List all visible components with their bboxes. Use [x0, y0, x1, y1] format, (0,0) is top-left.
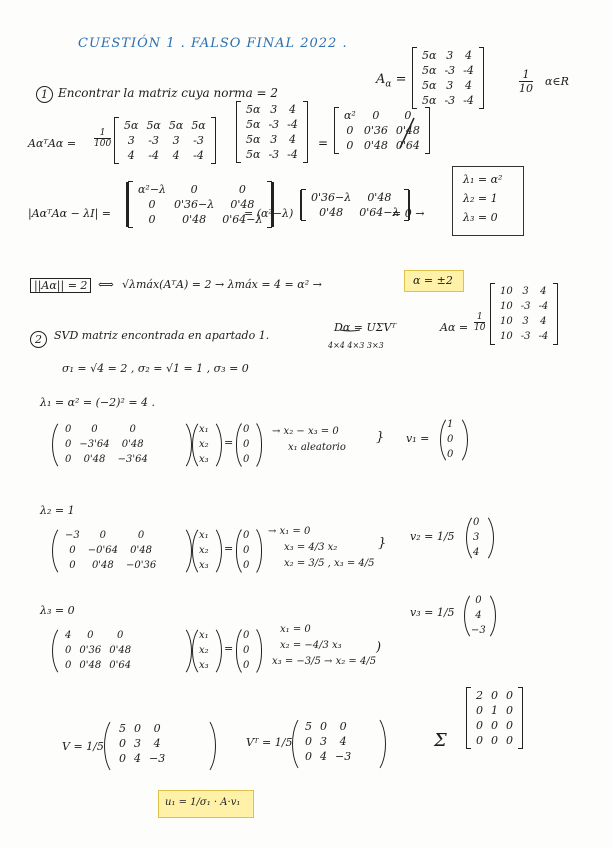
- v3-vector-cell: 0: [475, 595, 482, 606]
- lambda2-heading: λ₂ = 1: [40, 504, 75, 517]
- Sigma-matrix-cell: 0: [506, 704, 513, 717]
- lambda1-matrix-cell: 0'48: [121, 439, 144, 450]
- lambda1-matrix-cell: 0'48: [83, 454, 106, 465]
- lambda1-matrix-cell: 0: [65, 454, 72, 465]
- svd-matrix-A-cell: -3: [520, 301, 531, 312]
- lambda3-zero-vector-cell: 0: [243, 630, 250, 641]
- lambda3-matrix-cell: 0: [116, 630, 124, 641]
- v1-label: v₁ =: [406, 432, 430, 445]
- lambda2-brace: }: [378, 536, 387, 551]
- svd-matrix-A-cell: -4: [538, 331, 549, 342]
- Sigma-label: Σ: [434, 730, 447, 751]
- matrix-At-cell: -4: [193, 149, 204, 162]
- lambda2-zero-vector-cell: 0: [243, 530, 250, 541]
- matrix-A-label: $A_\alpha$ =: [376, 72, 407, 90]
- v2-vector-cell: 3: [473, 532, 480, 543]
- matrix-A-factor: 1 10: [519, 68, 533, 95]
- Sigma-matrix-cell: 0: [476, 704, 483, 717]
- alpha-result: α = ±2: [413, 274, 453, 287]
- matrix-At-cell: 4: [172, 149, 180, 162]
- Vt-matrix-cell: 0: [320, 720, 327, 733]
- matrix-A-cell: -3: [444, 64, 456, 77]
- lambda3-heading: λ₃ = 0: [40, 604, 75, 617]
- lambda2-matrix-cell: 0: [69, 545, 76, 556]
- det-2x2-cell: 0'48: [319, 206, 344, 219]
- Vt-matrix-cell: 4: [320, 750, 327, 763]
- ata-label: AαᵀAα =: [28, 137, 77, 150]
- det-matrix-cell: 0'36−λ: [174, 198, 215, 211]
- V-matrix-cell: −3: [149, 752, 166, 765]
- matrix-AtA-result-cell: 0: [346, 139, 354, 152]
- matrix-AtA-result-cell: 0'48: [363, 139, 388, 152]
- page-title: CUESTIÓN 1 . FALSO FINAL 2022 .: [78, 36, 348, 51]
- matrix-A-repeat-cell: 5α: [246, 103, 261, 116]
- svd-matrix-A-cell: 10: [500, 331, 513, 342]
- Sigma-matrix-cell: 0: [491, 719, 498, 732]
- problem-1-statement: Encontrar la matriz cuya norma = 2: [58, 86, 279, 100]
- matrix-A-repeat-cell: -4: [287, 118, 298, 131]
- lambda1-zero-vector-cell: 0: [243, 454, 250, 465]
- V-matrix-cell: 3: [134, 737, 141, 750]
- Sigma-matrix-cell: 1: [491, 704, 498, 717]
- Vt-matrix-cell: 0: [305, 750, 312, 763]
- lambda3-x-vector-cell: x₂: [199, 645, 209, 656]
- matrix-At-cell: 5α: [146, 119, 161, 132]
- det-matrix-cell: 0'48: [182, 213, 207, 226]
- matrix-AtA-result-cell: 0'36: [363, 124, 388, 137]
- lambda3-x-vector-cell: x₃: [199, 660, 209, 671]
- lambda3-brace: ): [376, 640, 382, 655]
- lambda2-matrix-cell: −0'36: [125, 560, 157, 571]
- lambda3-x-vector-cell: x₁: [199, 630, 209, 641]
- lambda1-x-vector-cell: x₃: [199, 454, 209, 465]
- matrix-A-repeat-cell: 5α: [246, 148, 261, 161]
- lambda3-matrix-cell: 0: [65, 645, 72, 656]
- lambda3-note-1: x₁ = 0: [280, 624, 311, 635]
- lambda3-matrix-cell: 0'48: [79, 660, 102, 671]
- matrix-A-cell: 5α: [422, 79, 437, 92]
- det-2x2-cell: 0'48: [367, 191, 392, 204]
- Vt-matrix-cell: 3: [320, 735, 327, 748]
- Sigma-matrix-cell: 0: [491, 689, 498, 702]
- Sigma-matrix-cell: 0: [506, 734, 513, 747]
- matrix-A-repeat-cell: 4: [289, 133, 297, 146]
- lambda2-matrix-cell: 0: [99, 530, 107, 541]
- matrix-At-cell: -4: [148, 149, 160, 162]
- svd-matrix-A-cell: 3: [522, 316, 529, 327]
- matrix-At-cell: 5α: [168, 119, 184, 132]
- matrix-A-repeat-cell: 5α: [246, 118, 261, 131]
- lambda2-equals: =: [224, 542, 234, 555]
- det-matrix-cell: 0: [238, 183, 246, 196]
- matrix-A-cell: 5α: [422, 49, 437, 62]
- det-matrix-cell: 0: [190, 183, 198, 196]
- problem-2-statement: SVD matriz encontrada en apartado 1.: [54, 329, 270, 342]
- matrix-A-cell: 3: [446, 49, 454, 62]
- matrix-A-repeat-cell: -3: [268, 148, 280, 161]
- lambda3-note-3: x₃ = −3/5 → x₂ = 4/5: [272, 656, 377, 667]
- matrix-At-cell: 5α: [191, 119, 206, 132]
- lambda3-equals: =: [224, 642, 234, 655]
- svd-dims: 4×4 4×3 3×3: [328, 341, 384, 350]
- lambda3-matrix-cell: 0'64: [109, 660, 132, 671]
- lambda1-matrix-cell: 0: [129, 424, 136, 435]
- lambda2-matrix-cell: 0: [137, 530, 145, 541]
- matrix-A-cell: 4: [465, 49, 473, 62]
- Sigma-matrix-cell: 0: [476, 719, 483, 732]
- lambda1-matrix-cell: 0: [65, 424, 72, 435]
- lambda1-x-vector-cell: x₁: [199, 424, 209, 435]
- svd-A-fraction: 1 10: [474, 312, 486, 333]
- matrix-A-cell: 5α: [422, 64, 437, 77]
- lambda1-heading: λ₁ = α² = (−2)² = 4 .: [40, 396, 156, 409]
- v1-vector-cell: 0: [447, 449, 454, 460]
- det-label: |AαᵀAα − λI| =: [28, 207, 112, 220]
- problem-2-number: 2: [30, 331, 47, 348]
- matrix-A-cell: -4: [463, 64, 474, 77]
- lambda3-note-2: x₂ = −4/3 x₃: [280, 640, 342, 651]
- matrix-AtA-result-cell: 0'64: [395, 139, 420, 152]
- v1-vector-cell: 1: [447, 419, 454, 430]
- matrix-A-cell: 3: [446, 79, 454, 92]
- svd-matrix-A-cell: 4: [540, 316, 547, 327]
- matrix-AtA-result-cell: α²: [344, 109, 356, 122]
- matrix-A-repeat-cell: 5α: [246, 133, 261, 146]
- lambda1-note-1: → x₂ − x₃ = 0: [272, 426, 339, 437]
- equals-sign-1: =: [318, 136, 329, 150]
- lambda1-x-vector-cell: x₂: [199, 439, 209, 450]
- det-2x2-cell: 0'36−λ: [311, 191, 352, 204]
- det-matrix-cell: α²−λ: [138, 183, 167, 196]
- matrix-A-repeat-cell: -4: [287, 148, 298, 161]
- Sigma-matrix-cell: 0: [491, 734, 498, 747]
- matrix-A-repeat-cell: -3: [268, 118, 280, 131]
- alpha-domain: α∈R: [545, 75, 569, 88]
- lambda3-matrix-cell: 0'48: [109, 645, 132, 656]
- matrix-AtA-result-cell: 0: [346, 124, 354, 137]
- norm-derivation: √λmáx(AᵀA) = 2 → λmáx = 4 = α² →: [122, 278, 322, 291]
- svd-matrix-A-cell: 4: [540, 286, 547, 297]
- Sigma-matrix-cell: 0: [506, 689, 513, 702]
- det-matrix-cell: 0: [148, 213, 156, 226]
- ata-fraction: 1 100: [94, 128, 112, 149]
- lambda3-matrix-cell: 0: [65, 660, 72, 671]
- lambda2-note-3: x₂ = 3/5 , x₃ = 4/5: [284, 558, 375, 569]
- V-matrix-cell: 4: [134, 752, 141, 765]
- lambda1-matrix-cell: −3'64: [117, 454, 148, 465]
- matrix-A-cell: -3: [444, 94, 456, 107]
- V-matrix-cell: 0: [153, 722, 161, 735]
- matrix-At-cell: 5α: [124, 119, 139, 132]
- matrix-At-cell: 3: [172, 134, 180, 147]
- lambda3-matrix-cell: 4: [65, 630, 72, 641]
- lambda2-matrix-cell: −0'64: [87, 545, 118, 556]
- svd-matrix-A-cell: -4: [538, 301, 549, 312]
- matrix-A-cell: 4: [465, 79, 473, 92]
- V-matrix-cell: 5: [119, 722, 126, 735]
- svd-formula: Dα = UΣVᵀ: [334, 321, 397, 334]
- svd-matrix-A-cell: 10: [500, 286, 513, 297]
- lambda2-matrix-cell: 0'48: [91, 560, 114, 571]
- lambda1-zero-vector-cell: 0: [243, 439, 250, 450]
- lambda2-matrix-cell: 0: [69, 560, 76, 571]
- lambda3-zero-vector-cell: 0: [243, 645, 250, 656]
- matrix-A-cell: -4: [463, 94, 474, 107]
- lambda2-matrix-cell: −3: [65, 530, 80, 541]
- v3-vector-cell: 4: [475, 610, 482, 621]
- svd-matrix-A-cell: 10: [500, 301, 513, 312]
- v3-vector-cell: −3: [471, 625, 486, 636]
- Vt-label: Vᵀ = 1/5: [246, 736, 293, 749]
- V-label: V = 1/5: [62, 740, 104, 753]
- lambda2-x-vector-cell: x₁: [199, 530, 209, 541]
- det-matrix-cell: 0'48: [230, 198, 255, 211]
- matrix-At-cell: -3: [148, 134, 160, 147]
- matrix-A-cell: 5α: [422, 94, 437, 107]
- svd-matrix-A-cell: -3: [520, 331, 531, 342]
- svd-A-label: Aα =: [440, 321, 469, 334]
- matrix-At-cell: -3: [193, 134, 204, 147]
- Vt-matrix-cell: 4: [339, 735, 347, 748]
- Sigma-matrix-cell: 0: [476, 734, 483, 747]
- det-matrix-cell: 0'64−λ: [222, 213, 263, 226]
- matrix-AtA-result-cell: 0: [372, 109, 380, 122]
- lambda1-equals: =: [224, 436, 234, 449]
- matrix-AtA-result-cell: 0: [404, 109, 412, 122]
- Vt-matrix-cell: 0: [305, 735, 312, 748]
- det-end: = 0 →: [392, 207, 425, 220]
- v2-vector-cell: 4: [473, 547, 480, 558]
- lambda1-brace: }: [376, 430, 385, 445]
- matrix-AtA-result-cell: 0'48: [395, 124, 420, 137]
- Sigma-matrix-cell: 2: [476, 689, 483, 702]
- V-matrix-cell: 4: [153, 737, 161, 750]
- v1-vector-cell: 0: [447, 434, 454, 445]
- lambda1-matrix-cell: 0: [91, 424, 98, 435]
- lambda1-zero-vector-cell: 0: [243, 424, 250, 435]
- Sigma-matrix-cell: 0: [506, 719, 513, 732]
- eigenvalue-2: λ₂ = 1: [463, 192, 498, 205]
- Vt-matrix-cell: 0: [339, 720, 347, 733]
- v3-label: v₃ = 1/5: [410, 606, 455, 619]
- v2-vector-cell: 0: [473, 517, 480, 528]
- Vt-matrix-cell: −3: [335, 750, 352, 763]
- lambda1-note-2: x₁ aleatorio: [288, 442, 346, 453]
- checkmark-stroke: [400, 118, 414, 148]
- lambda2-zero-vector-cell: 0: [243, 560, 250, 571]
- det-matrix-cell: 0: [148, 198, 156, 211]
- matrix-A-repeat-cell: 3: [270, 103, 278, 116]
- lambda2-x-vector-cell: x₃: [199, 560, 209, 571]
- lambda3-zero-vector-cell: 0: [243, 660, 250, 671]
- lambda2-note-2: x₃ = 4/3 x₂: [284, 542, 338, 553]
- matrix-A-repeat-cell: 4: [289, 103, 297, 116]
- det-2x2-cell: 0'64−λ: [359, 206, 400, 219]
- matrix-A-repeat-cell: 3: [270, 133, 278, 146]
- V-matrix-cell: 0: [134, 722, 141, 735]
- lambda2-zero-vector-cell: 0: [243, 545, 250, 556]
- lambda3-matrix-cell: 0: [87, 630, 94, 641]
- lambda3-matrix-cell: 0'36: [79, 645, 102, 656]
- det-factor: = (α²−λ): [244, 207, 294, 220]
- problem-1-number: 1: [36, 86, 53, 103]
- Vt-matrix-cell: 5: [305, 720, 312, 733]
- norm-iff: ⟺: [98, 278, 114, 291]
- V-matrix-cell: 0: [119, 752, 126, 765]
- lambda2-matrix-cell: 0'48: [130, 545, 152, 556]
- eigenvalue-1: λ₁ = α²: [463, 173, 503, 186]
- v2-label: v₂ = 1/5: [410, 530, 455, 543]
- lambda1-matrix-cell: −3'64: [79, 439, 110, 450]
- matrix-At-cell: 3: [127, 134, 135, 147]
- svd-matrix-A-cell: 3: [522, 286, 529, 297]
- matrix-At-cell: 4: [127, 149, 135, 162]
- norm-condition: ||Aα|| = 2: [30, 278, 91, 293]
- eigenvalue-3: λ₃ = 0: [463, 211, 498, 224]
- svd-matrix-A-cell: 10: [500, 316, 513, 327]
- lambda2-x-vector-cell: x₂: [199, 545, 209, 556]
- lambda1-matrix-cell: 0: [65, 439, 72, 450]
- u1-formula: u₁ = 1/σ₁ · A·v₁: [165, 797, 241, 808]
- lambda2-note-1: → x₁ = 0: [268, 526, 311, 537]
- V-matrix-cell: 0: [119, 737, 126, 750]
- singular-values: σ₁ = √4 = 2 , σ₂ = √1 = 1 , σ₃ = 0: [62, 362, 249, 375]
